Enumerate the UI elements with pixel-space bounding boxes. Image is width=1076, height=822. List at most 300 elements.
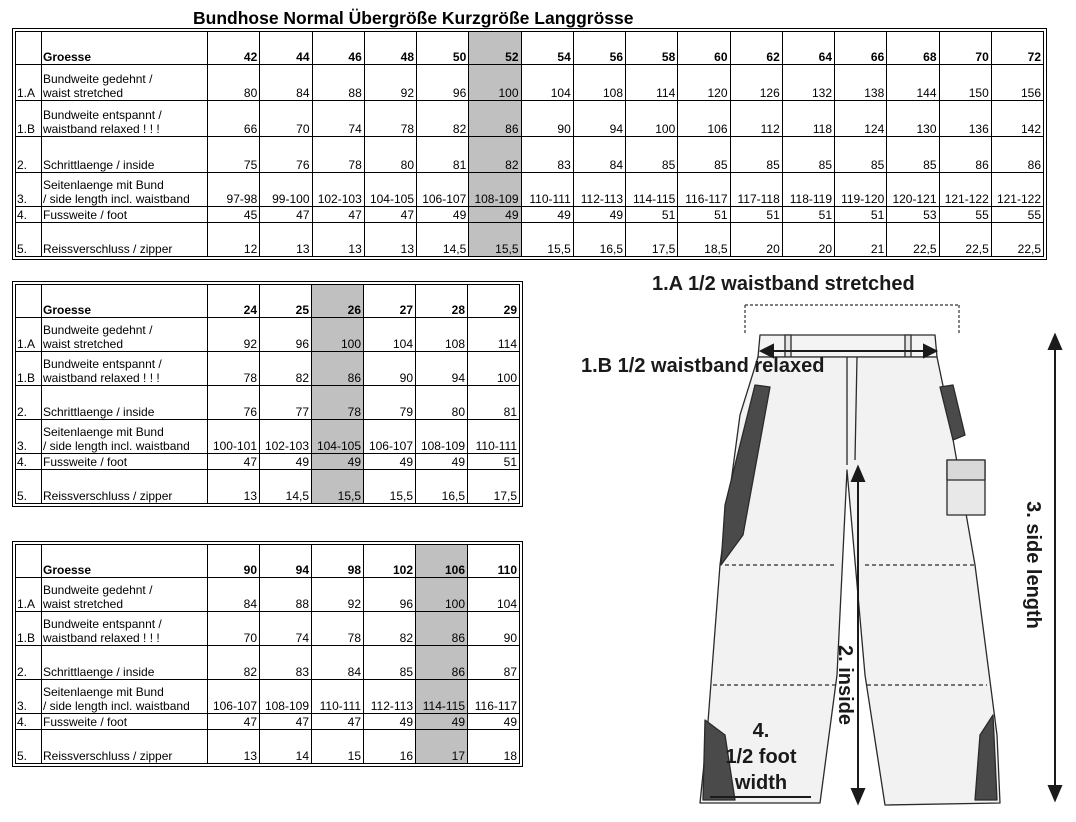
row-code: 4. — [16, 454, 42, 470]
row-code: 3. — [16, 420, 42, 454]
value-cell: 126 — [730, 65, 782, 101]
table-row — [16, 137, 1044, 173]
row-label-line2: waist stretched — [43, 337, 124, 351]
value-cell: 90 — [468, 612, 520, 646]
size-header-cell: 58 — [626, 32, 678, 65]
row-code: 3. — [16, 680, 42, 714]
value-cell: 74 — [312, 101, 364, 137]
row-label-line2: / side length incl. waistband — [43, 192, 190, 206]
size-header-cell: 90 — [208, 545, 260, 578]
size-header-cell: 48 — [364, 32, 416, 65]
value-cell: 75 — [208, 137, 260, 173]
row-code: 5. — [16, 730, 42, 764]
row-label — [42, 173, 208, 207]
size-header-cell: 110 — [468, 545, 520, 578]
size-table-long — [15, 544, 520, 764]
value-cell: 114 — [468, 318, 520, 352]
label-foot-width-2: width — [734, 772, 788, 794]
size-header-cell: 24 — [208, 285, 260, 318]
row-label-line2: Reissverschluss / zipper — [43, 242, 173, 256]
value-cell: 124 — [835, 101, 887, 137]
value-cell: 47 — [208, 714, 260, 730]
value-cell: 84 — [573, 137, 625, 173]
label-waistband-stretched: 1.A 1/2 waistband stretched — [652, 273, 915, 295]
row-label — [42, 65, 208, 101]
waistband-stretched-measure — [745, 305, 959, 333]
value-cell: 20 — [730, 223, 782, 257]
value-cell: 110-111 — [468, 420, 520, 454]
value-cell: 88 — [312, 65, 364, 101]
value-cell: 108 — [573, 65, 625, 101]
value-cell: 106-107 — [208, 680, 260, 714]
table-row — [16, 318, 520, 352]
value-cell: 96 — [260, 318, 312, 352]
value-cell: 86 — [416, 612, 468, 646]
value-cell: 104 — [364, 318, 416, 352]
value-cell: 49 — [364, 454, 416, 470]
size-header-cell: 26 — [312, 285, 364, 318]
value-cell: 84 — [312, 646, 364, 680]
row-code: 1.B — [16, 101, 42, 137]
value-cell: 80 — [208, 65, 260, 101]
row-label — [42, 730, 208, 764]
row-label-line2: Schrittlaenge / inside — [43, 665, 155, 679]
header-label: Groesse — [42, 285, 208, 318]
value-cell: 92 — [208, 318, 260, 352]
size-header-cell: 60 — [678, 32, 730, 65]
value-cell: 49 — [416, 454, 468, 470]
row-code: 5. — [16, 470, 42, 504]
size-header-cell: 102 — [364, 545, 416, 578]
value-cell: 15 — [312, 730, 364, 764]
row-code: 1.A — [16, 318, 42, 352]
size-header-cell: 25 — [260, 285, 312, 318]
value-cell: 49 — [573, 207, 625, 223]
value-cell: 51 — [730, 207, 782, 223]
value-cell: 92 — [364, 65, 416, 101]
row-label — [42, 714, 208, 730]
row-label-line1: Seitenlaenge mit Bund — [43, 685, 164, 699]
value-cell: 94 — [573, 101, 625, 137]
header-code-cell — [16, 285, 42, 318]
header-code-cell — [16, 32, 42, 65]
value-cell: 79 — [364, 386, 416, 420]
value-cell: 142 — [991, 101, 1043, 137]
row-code: 5. — [16, 223, 42, 257]
value-cell: 66 — [208, 101, 260, 137]
table-header-row — [16, 285, 520, 318]
value-cell: 108-109 — [416, 420, 468, 454]
value-cell: 49 — [364, 714, 416, 730]
size-header-cell: 64 — [782, 32, 834, 65]
value-cell: 104-105 — [312, 420, 364, 454]
value-cell: 94 — [416, 352, 468, 386]
row-code: 2. — [16, 646, 42, 680]
size-header-cell: 70 — [939, 32, 991, 65]
row-code: 3. — [16, 173, 42, 207]
value-cell: 116-117 — [468, 680, 520, 714]
value-cell: 108-109 — [260, 680, 312, 714]
value-cell: 100 — [626, 101, 678, 137]
value-cell: 85 — [626, 137, 678, 173]
row-label — [42, 680, 208, 714]
value-cell: 108-109 — [469, 173, 521, 207]
value-cell: 12 — [208, 223, 260, 257]
value-cell: 47 — [312, 714, 364, 730]
label-inside: 2. inside — [834, 644, 856, 726]
value-cell: 130 — [887, 101, 939, 137]
table-row — [16, 730, 520, 764]
size-header-cell: 54 — [521, 32, 573, 65]
row-label — [42, 612, 208, 646]
value-cell: 87 — [468, 646, 520, 680]
value-cell: 114-115 — [416, 680, 468, 714]
value-cell: 110-111 — [312, 680, 364, 714]
value-cell: 112-113 — [364, 680, 416, 714]
value-cell: 78 — [364, 101, 416, 137]
value-cell: 100-101 — [208, 420, 260, 454]
value-cell: 97-98 — [208, 173, 260, 207]
size-header-cell: 50 — [417, 32, 469, 65]
table-row — [16, 420, 520, 454]
table-header-row — [16, 545, 520, 578]
table-row — [16, 578, 520, 612]
value-cell: 14,5 — [417, 223, 469, 257]
table-header-row — [16, 32, 1044, 65]
size-header-cell: 98 — [312, 545, 364, 578]
size-header-cell: 66 — [835, 32, 887, 65]
row-label-line1: Bundweite entspannt / — [43, 617, 162, 631]
value-cell: 150 — [939, 65, 991, 101]
value-cell: 55 — [991, 207, 1043, 223]
table-row — [16, 352, 520, 386]
value-cell: 112 — [730, 101, 782, 137]
row-label-line1: Seitenlaenge mit Bund — [43, 425, 164, 439]
row-label-line2: waistband relaxed ! ! ! — [43, 371, 160, 385]
row-label — [42, 386, 208, 420]
header-label: Groesse — [42, 545, 208, 578]
value-cell: 85 — [835, 137, 887, 173]
size-header-cell: 68 — [887, 32, 939, 65]
value-cell: 14 — [260, 730, 312, 764]
value-cell: 49 — [468, 714, 520, 730]
value-cell: 51 — [626, 207, 678, 223]
row-label-line2: waist stretched — [43, 86, 124, 100]
value-cell: 120 — [678, 65, 730, 101]
value-cell: 49 — [416, 714, 468, 730]
value-cell: 100 — [416, 578, 468, 612]
value-cell: 21 — [835, 223, 887, 257]
value-cell: 16,5 — [416, 470, 468, 504]
value-cell: 86 — [469, 101, 521, 137]
value-cell: 136 — [939, 101, 991, 137]
value-cell: 112-113 — [573, 173, 625, 207]
size-header-cell: 44 — [260, 32, 312, 65]
value-cell: 96 — [417, 65, 469, 101]
row-label — [42, 101, 208, 137]
row-label — [42, 454, 208, 470]
label-waistband-relaxed: 1.B 1/2 waistband relaxed — [581, 355, 825, 377]
row-label-line2: / side length incl. waistband — [43, 439, 190, 453]
row-label-line2: waistband relaxed ! ! ! — [43, 122, 160, 136]
value-cell: 90 — [364, 352, 416, 386]
value-cell: 51 — [835, 207, 887, 223]
size-header-cell: 28 — [416, 285, 468, 318]
value-cell: 17,5 — [468, 470, 520, 504]
value-cell: 84 — [260, 65, 312, 101]
row-label-line2: waistband relaxed ! ! ! — [43, 631, 160, 645]
value-cell: 118-119 — [782, 173, 834, 207]
size-header-cell: 46 — [312, 32, 364, 65]
value-cell: 22,5 — [939, 223, 991, 257]
value-cell: 86 — [312, 352, 364, 386]
value-cell: 49 — [260, 454, 312, 470]
value-cell: 70 — [208, 612, 260, 646]
size-header-cell: 29 — [468, 285, 520, 318]
side-length-arrow — [1049, 335, 1061, 800]
value-cell: 15,5 — [521, 223, 573, 257]
row-label-line2: Reissverschluss / zipper — [43, 489, 173, 503]
table-row — [16, 646, 520, 680]
table-row — [16, 454, 520, 470]
value-cell: 106 — [678, 101, 730, 137]
value-cell: 118 — [782, 101, 834, 137]
row-code: 1.B — [16, 352, 42, 386]
value-cell: 15,5 — [469, 223, 521, 257]
value-cell: 120-121 — [887, 173, 939, 207]
value-cell: 104-105 — [364, 173, 416, 207]
row-label — [42, 207, 208, 223]
value-cell: 85 — [364, 646, 416, 680]
row-label-line2: / side length incl. waistband — [43, 699, 190, 713]
value-cell: 76 — [208, 386, 260, 420]
row-label — [42, 137, 208, 173]
table-row — [16, 714, 520, 730]
label-foot-number: 4. — [752, 720, 770, 742]
value-cell: 81 — [417, 137, 469, 173]
value-cell: 96 — [364, 578, 416, 612]
value-cell: 119-120 — [835, 173, 887, 207]
size-header-cell: 62 — [730, 32, 782, 65]
value-cell: 102-103 — [260, 420, 312, 454]
value-cell: 47 — [260, 714, 312, 730]
value-cell: 81 — [468, 386, 520, 420]
row-label-line1: Bundweite entspannt / — [43, 357, 162, 371]
value-cell: 85 — [782, 137, 834, 173]
row-label-line2: Schrittlaenge / inside — [43, 405, 155, 419]
value-cell: 55 — [939, 207, 991, 223]
trousers-icon — [700, 335, 1000, 805]
row-label — [42, 646, 208, 680]
header-code-cell — [16, 545, 42, 578]
row-label-line1: Bundweite entspannt / — [43, 108, 162, 122]
value-cell: 78 — [312, 612, 364, 646]
value-cell: 15,5 — [312, 470, 364, 504]
label-foot-width: 1/2 foot — [725, 746, 797, 768]
value-cell: 82 — [208, 646, 260, 680]
table-row — [16, 173, 1044, 207]
row-label-line1: Seitenlaenge mit Bund — [43, 178, 164, 192]
row-label — [42, 420, 208, 454]
value-cell: 49 — [417, 207, 469, 223]
value-cell: 51 — [468, 454, 520, 470]
row-code: 2. — [16, 386, 42, 420]
value-cell: 82 — [364, 612, 416, 646]
value-cell: 47 — [312, 207, 364, 223]
value-cell: 100 — [469, 65, 521, 101]
row-label-line2: Fussweite / foot — [43, 715, 128, 729]
trousers-diagram — [575, 265, 1075, 815]
row-label — [42, 470, 208, 504]
table-row — [16, 223, 1044, 257]
value-cell: 47 — [364, 207, 416, 223]
table-row — [16, 470, 520, 504]
header-label: Groesse — [42, 32, 208, 65]
row-label-line2: Fussweite / foot — [43, 208, 128, 222]
value-cell: 88 — [260, 578, 312, 612]
row-label-line2: waist stretched — [43, 597, 124, 611]
value-cell: 13 — [364, 223, 416, 257]
value-cell: 49 — [312, 454, 364, 470]
value-cell: 85 — [678, 137, 730, 173]
value-cell: 70 — [260, 101, 312, 137]
value-cell: 82 — [417, 101, 469, 137]
value-cell: 86 — [416, 646, 468, 680]
value-cell: 108 — [416, 318, 468, 352]
size-header-cell: 42 — [208, 32, 260, 65]
value-cell: 22,5 — [887, 223, 939, 257]
row-label — [42, 578, 208, 612]
value-cell: 106-107 — [364, 420, 416, 454]
row-label-line1: Bundweite gedehnt / — [43, 72, 153, 86]
value-cell: 80 — [416, 386, 468, 420]
table-row — [16, 386, 520, 420]
value-cell: 85 — [887, 137, 939, 173]
value-cell: 78 — [312, 137, 364, 173]
size-header-cell: 56 — [573, 32, 625, 65]
value-cell: 82 — [469, 137, 521, 173]
row-code: 4. — [16, 714, 42, 730]
label-side-length: 3. side length — [1022, 501, 1044, 629]
size-header-cell: 72 — [991, 32, 1043, 65]
value-cell: 13 — [208, 730, 260, 764]
value-cell: 100 — [468, 352, 520, 386]
value-cell: 132 — [782, 65, 834, 101]
value-cell: 18 — [468, 730, 520, 764]
value-cell: 144 — [887, 65, 939, 101]
size-header-cell: 52 — [469, 32, 521, 65]
value-cell: 53 — [887, 207, 939, 223]
row-label — [42, 352, 208, 386]
value-cell: 84 — [208, 578, 260, 612]
row-code: 4. — [16, 207, 42, 223]
value-cell: 49 — [521, 207, 573, 223]
value-cell: 90 — [521, 101, 573, 137]
row-code: 1.B — [16, 612, 42, 646]
value-cell: 17 — [416, 730, 468, 764]
value-cell: 83 — [260, 646, 312, 680]
table-row — [16, 65, 1044, 101]
table-row — [16, 207, 1044, 223]
table-row — [16, 612, 520, 646]
size-table-short — [15, 284, 520, 504]
value-cell: 22,5 — [991, 223, 1043, 257]
row-label — [42, 223, 208, 257]
value-cell: 110-111 — [521, 173, 573, 207]
page-title: Bundhose Normal Übergröße Kurzgröße Langgrösse — [193, 8, 634, 28]
value-cell: 102-103 — [312, 173, 364, 207]
value-cell: 156 — [991, 65, 1043, 101]
value-cell: 80 — [364, 137, 416, 173]
value-cell: 117-118 — [730, 173, 782, 207]
value-cell: 47 — [260, 207, 312, 223]
value-cell: 13 — [208, 470, 260, 504]
value-cell: 82 — [260, 352, 312, 386]
value-cell: 49 — [469, 207, 521, 223]
value-cell: 121-122 — [939, 173, 991, 207]
value-cell: 106-107 — [417, 173, 469, 207]
value-cell: 14,5 — [260, 470, 312, 504]
value-cell: 45 — [208, 207, 260, 223]
size-header-cell: 27 — [364, 285, 416, 318]
row-label — [42, 318, 208, 352]
value-cell: 51 — [678, 207, 730, 223]
value-cell: 16 — [364, 730, 416, 764]
row-label-line1: Bundweite gedehnt / — [43, 323, 153, 337]
value-cell: 13 — [260, 223, 312, 257]
value-cell: 17,5 — [626, 223, 678, 257]
value-cell: 77 — [260, 386, 312, 420]
value-cell: 121-122 — [991, 173, 1043, 207]
value-cell: 138 — [835, 65, 887, 101]
row-code: 2. — [16, 137, 42, 173]
value-cell: 74 — [260, 612, 312, 646]
value-cell: 20 — [782, 223, 834, 257]
row-label-line1: Bundweite gedehnt / — [43, 583, 153, 597]
value-cell: 15,5 — [364, 470, 416, 504]
table-row — [16, 101, 1044, 137]
value-cell: 86 — [991, 137, 1043, 173]
row-label-line2: Schrittlaenge / inside — [43, 158, 155, 172]
row-label-line2: Reissverschluss / zipper — [43, 749, 173, 763]
value-cell: 13 — [312, 223, 364, 257]
value-cell: 83 — [521, 137, 573, 173]
value-cell: 51 — [782, 207, 834, 223]
value-cell: 78 — [312, 386, 364, 420]
row-label-line2: Fussweite / foot — [43, 455, 128, 469]
table-row — [16, 680, 520, 714]
value-cell: 16,5 — [573, 223, 625, 257]
size-table-normal — [15, 31, 1044, 257]
value-cell: 76 — [260, 137, 312, 173]
value-cell: 114 — [626, 65, 678, 101]
value-cell: 47 — [208, 454, 260, 470]
row-code: 1.A — [16, 578, 42, 612]
size-header-cell: 94 — [260, 545, 312, 578]
row-code: 1.A — [16, 65, 42, 101]
value-cell: 114-115 — [626, 173, 678, 207]
value-cell: 99-100 — [260, 173, 312, 207]
value-cell: 104 — [521, 65, 573, 101]
value-cell: 92 — [312, 578, 364, 612]
value-cell: 18,5 — [678, 223, 730, 257]
value-cell: 100 — [312, 318, 364, 352]
value-cell: 104 — [468, 578, 520, 612]
value-cell: 85 — [730, 137, 782, 173]
value-cell: 86 — [939, 137, 991, 173]
value-cell: 116-117 — [678, 173, 730, 207]
size-header-cell: 106 — [416, 545, 468, 578]
